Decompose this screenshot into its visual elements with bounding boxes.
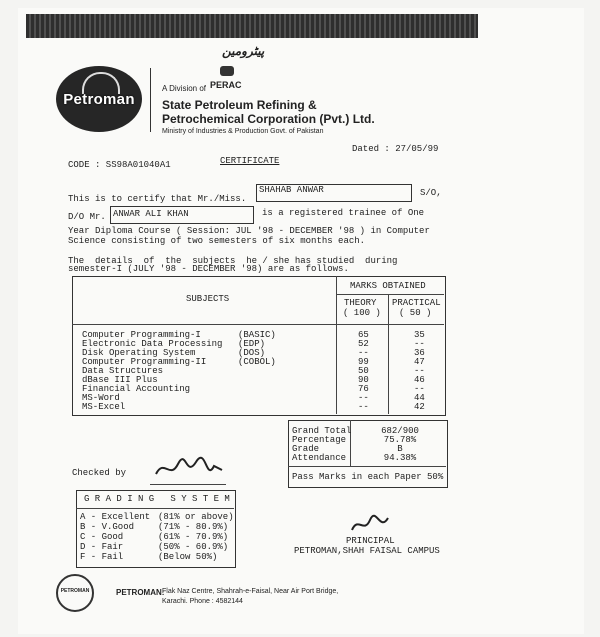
grade-range: (Below 50%) bbox=[158, 552, 218, 562]
subject-abbr: (BASIC) bbox=[238, 330, 276, 340]
practical-mark: 36 bbox=[414, 348, 425, 358]
scan-header-bar bbox=[26, 14, 478, 38]
grade-label: C - Good bbox=[80, 532, 124, 542]
practical-mark: 35 bbox=[414, 330, 425, 340]
do-label: D/O Mr. bbox=[68, 212, 106, 222]
theory-mark: 52 bbox=[358, 339, 369, 349]
principal-title: PRINCIPAL bbox=[346, 536, 395, 546]
grade-label: F - Fail bbox=[80, 552, 124, 562]
subject-abbr: (EDP) bbox=[238, 339, 266, 349]
certify-prefix: This is to certify that Mr./Miss. bbox=[68, 194, 247, 204]
student-name: SHAHAB ANWAR bbox=[259, 185, 324, 195]
header-divider bbox=[150, 68, 151, 132]
practical-mark: -- bbox=[414, 366, 425, 376]
theory-mark: 90 bbox=[358, 375, 369, 385]
table-header-bottom bbox=[72, 324, 444, 325]
urdu-calligraphy-mark: پیٹرومین bbox=[222, 44, 265, 58]
summary-value: B bbox=[397, 444, 403, 454]
registered-text: is a registered trainee of One bbox=[262, 208, 425, 218]
petroman-seal-icon bbox=[56, 574, 94, 612]
subject-name: Electronic Data Processing bbox=[82, 339, 223, 349]
theory-header: THEORY bbox=[344, 298, 377, 308]
course-line: Year Diploma Course ( Session: JUL '98 - DECEMBER '98 ) in Computer bbox=[68, 226, 430, 236]
father-name: ANWAR ALI KHAN bbox=[113, 209, 189, 219]
grade-label: D - Fair bbox=[80, 542, 124, 552]
theory-mark: 99 bbox=[358, 357, 369, 367]
practical-mark: -- bbox=[414, 384, 425, 394]
summary-bottom-line bbox=[288, 466, 446, 467]
perac-emblem-icon bbox=[220, 66, 234, 76]
checker-signature bbox=[150, 452, 230, 486]
checked-by-line bbox=[150, 484, 226, 485]
practical-mark: -- bbox=[414, 339, 425, 349]
petroman-logo bbox=[56, 66, 142, 132]
footer-address-2: Karachi. Phone : 4582144 bbox=[162, 598, 243, 605]
theory-mark: 76 bbox=[358, 384, 369, 394]
theory-mark: 50 bbox=[358, 366, 369, 376]
grade-range: (71% - 80.9%) bbox=[158, 522, 229, 532]
practical-header: PRACTICAL bbox=[392, 298, 441, 308]
details-line: The details of the subjects he / she has studied during bbox=[68, 256, 398, 266]
marks-header: MARKS OBTAINED bbox=[350, 281, 426, 291]
pass-marks-note: Pass Marks in each Paper 50% bbox=[292, 472, 444, 482]
grade-range: (81% or above) bbox=[158, 512, 234, 522]
checked-by-label: Checked by bbox=[72, 468, 127, 478]
footer-org: PETROMAN: bbox=[116, 588, 165, 597]
subject-abbr: (COBOL) bbox=[238, 357, 276, 367]
division-name: PERAC bbox=[210, 80, 242, 90]
practical-mark: 47 bbox=[414, 357, 425, 367]
grade-label: A - Excellent bbox=[80, 512, 151, 522]
principal-campus: PETROMAN,SHAH FAISAL CAMPUS bbox=[294, 546, 440, 556]
table-col-divider-2 bbox=[388, 294, 389, 414]
summary-label: Grade bbox=[292, 444, 320, 454]
grade-range: (61% - 70.9%) bbox=[158, 532, 229, 542]
company-line-2: Petrochemical Corporation (Pvt.) Ltd. bbox=[162, 112, 375, 126]
seal-text: PETROMAN bbox=[60, 588, 90, 594]
company-line-1: State Petroleum Refining & bbox=[162, 98, 317, 112]
subject-name: dBase III Plus bbox=[82, 375, 158, 385]
subject-name: Financial Accounting bbox=[82, 384, 191, 394]
subject-name: Computer Programming-II bbox=[82, 357, 207, 367]
certificate-title: CERTIFICATE bbox=[220, 156, 280, 166]
table-col-divider bbox=[336, 276, 337, 414]
certificate-code: CODE : SS98A01040A1 bbox=[68, 160, 171, 170]
subject-name: MS-Word bbox=[82, 393, 120, 403]
subject-abbr: (DOS) bbox=[238, 348, 266, 358]
theory-max: ( 100 ) bbox=[343, 308, 381, 318]
father-name-field bbox=[110, 206, 254, 224]
logo-text: Petroman bbox=[63, 91, 135, 108]
theory-mark: -- bbox=[358, 348, 369, 358]
grade-range: (50% - 60.9%) bbox=[158, 542, 229, 552]
course-line-2: Science consisting of two semesters of six months each. bbox=[68, 236, 366, 246]
footer-address-1: Flak Naz Centre, Shahrah-e-Faisal, Near Air Port Bridge, bbox=[162, 588, 339, 595]
subjects-header: SUBJECTS bbox=[186, 294, 230, 304]
practical-max: ( 50 ) bbox=[399, 308, 432, 318]
ministry-line: Ministry of Industries & Production Govt. of Pakistan bbox=[162, 128, 324, 135]
summary-value: 94.38% bbox=[383, 453, 417, 463]
practical-mark: 44 bbox=[414, 393, 425, 403]
grading-title: G R A D I N G S Y S T E M bbox=[84, 494, 230, 504]
details-line-2: semester-I (JULY '98 - DECEMBER '98) are as follows. bbox=[68, 264, 349, 274]
grading-title-line bbox=[76, 508, 234, 509]
grade-label: B - V.Good bbox=[80, 522, 135, 532]
division-prefix: A Division of bbox=[162, 84, 207, 93]
subject-name: MS-Excel bbox=[82, 402, 126, 412]
date-line: Dated : 27/05/99 bbox=[352, 144, 439, 154]
summary-label: Attendance bbox=[292, 453, 347, 463]
subject-name: Disk Operating System bbox=[82, 348, 196, 358]
subject-name: Computer Programming-I bbox=[82, 330, 201, 340]
summary-value: 682/900 bbox=[381, 426, 419, 436]
so-label: S/O, bbox=[420, 188, 442, 198]
summary-label: Percentage bbox=[292, 435, 347, 445]
student-name-field bbox=[256, 184, 412, 202]
summary-label: Grand Total bbox=[292, 426, 352, 436]
practical-mark: 46 bbox=[414, 375, 425, 385]
theory-mark: -- bbox=[358, 402, 369, 412]
table-header-line bbox=[336, 294, 444, 295]
subject-name: Data Structures bbox=[82, 366, 164, 376]
theory-mark: 65 bbox=[358, 330, 369, 340]
practical-mark: 42 bbox=[414, 402, 425, 412]
summary-value: 75.78% bbox=[383, 435, 417, 445]
theory-mark: -- bbox=[358, 393, 369, 403]
